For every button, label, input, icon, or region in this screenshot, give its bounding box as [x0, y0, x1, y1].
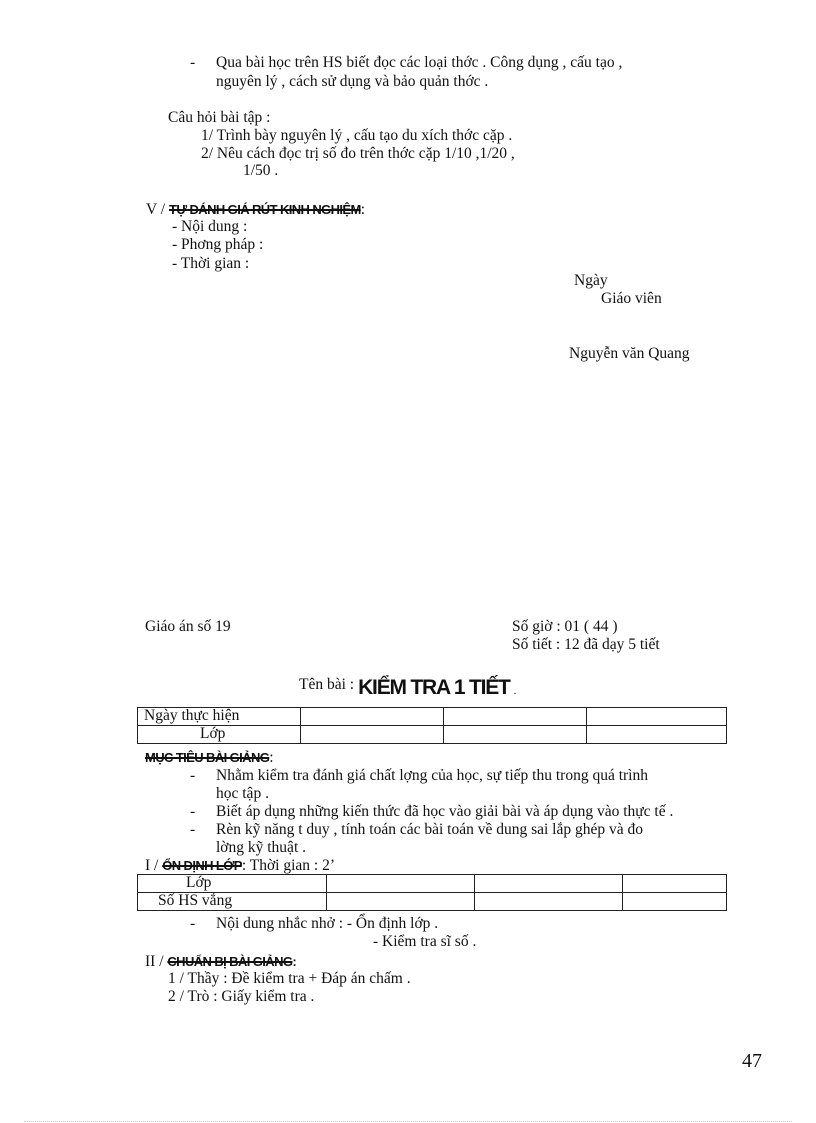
- bullet-dash: -: [190, 821, 196, 838]
- lesson-plan-number: Giáo án số 19: [145, 618, 231, 635]
- question-2-cont: 1/50 .: [243, 162, 279, 179]
- section-2-student: 2 / Trò : Giấy kiểm tra .: [168, 988, 315, 1005]
- lesson-title-line: [299, 676, 516, 700]
- objective-2: Biết áp dụng những kiến thức đã học vào giải bài và áp dụng vào thực tế .: [216, 803, 674, 820]
- lesson-title: KIỂM TRA 1 TIẾT: [358, 676, 510, 699]
- table-cell[interactable]: [587, 726, 727, 744]
- questions-title: Câu hỏi bài tập :: [168, 109, 271, 126]
- reminder-line-2: - Kiểm tra sĩ số .: [373, 933, 477, 950]
- table-cell[interactable]: [587, 708, 727, 726]
- page-bottom-divider: [24, 1121, 792, 1122]
- table-cell[interactable]: [475, 875, 623, 893]
- table-cell[interactable]: [327, 893, 475, 911]
- section-1-rest: : Thời gian : 2’: [241, 857, 335, 874]
- question-2: 2/ Nêu cách đọc trị số đo trên thớc cặp 1/10 ,1/20 ,: [201, 145, 515, 162]
- attendance-absent-label: Số HS vắng: [138, 893, 327, 911]
- section-5-item-1: - Nội dung :: [172, 218, 248, 235]
- section-1-prefix: I /: [145, 857, 159, 874]
- section-2-colon: :: [292, 954, 297, 969]
- section-2-prefix: II /: [145, 953, 164, 970]
- page-number: 47: [742, 1050, 762, 1072]
- objective-1: Nhằm kiểm tra đánh giá chất lợng của học, sự tiếp thu trong quá trình: [216, 767, 648, 784]
- signature-date: Ngày: [574, 272, 608, 289]
- bullet-dash: -: [190, 54, 196, 71]
- objectives-heading: [145, 749, 274, 767]
- attendance-class-label: Lớp: [138, 875, 327, 893]
- lesson-hours: Số giờ : 01 ( 44 ): [512, 618, 618, 635]
- attendance-table: [137, 874, 727, 911]
- intro-line-1: Qua bài học trên HS biết đọc các loại thớc . Công dụng , cấu tạo ,: [216, 54, 623, 71]
- section-5-title: TỰ ĐÁNH GIÁ RÚT KINH NGHIỆM: [168, 202, 361, 217]
- table-row: [138, 893, 727, 911]
- schedule-table: [137, 707, 727, 744]
- bullet-dash: -: [190, 767, 196, 784]
- reminder-line-1: Nội dung nhắc nhở : - Ổn định lớp .: [216, 915, 439, 932]
- section-5-heading: [146, 201, 365, 219]
- schedule-class-label: Lớp: [138, 726, 301, 744]
- section-2-title: CHUẨN BỊ BÀI GIẢNG: [167, 954, 293, 969]
- section-5-item-3: - Thời gian :: [172, 255, 250, 272]
- objective-1-cont: học tập .: [216, 785, 269, 802]
- lesson-title-label: Tên bài :: [299, 676, 355, 693]
- section-2-heading: [145, 953, 296, 971]
- signature-role: Giáo viên: [601, 290, 662, 307]
- objectives-title: MỤC TIÊU BÀI GIẢNG: [145, 750, 270, 765]
- table-cell[interactable]: [444, 726, 587, 744]
- section-2-teacher: 1 / Thầy : Đề kiểm tra + Đáp án chấm .: [168, 970, 411, 987]
- table-cell[interactable]: [301, 708, 444, 726]
- table-row: [138, 875, 727, 893]
- table-cell[interactable]: [444, 708, 587, 726]
- table-row: [138, 726, 727, 744]
- section-1-title: ỔN ĐỊNH LỚP: [162, 858, 242, 873]
- table-cell[interactable]: [623, 875, 727, 893]
- lesson-title-suffix: .: [513, 685, 517, 697]
- objectives-colon: :: [269, 749, 274, 766]
- section-5-item-2: - Phơng pháp :: [172, 236, 264, 253]
- table-cell[interactable]: [301, 726, 444, 744]
- table-cell[interactable]: [475, 893, 623, 911]
- question-1: 1/ Trình bày nguyên lý , cấu tạo du xích thớc cặp .: [201, 127, 513, 144]
- section-5-colon: :: [360, 201, 366, 218]
- table-row: [138, 708, 727, 726]
- section-5-prefix: V /: [146, 201, 166, 218]
- intro-line-2: nguyên lý , cách sử dụng và bảo quản thớc .: [216, 73, 489, 90]
- objective-3: Rèn kỹ năng t duy , tính toán các bài toán về dung sai lắp ghép và đo: [216, 821, 644, 838]
- lesson-periods: Số tiết : 12 đã dạy 5 tiết: [512, 636, 660, 653]
- bullet-dash: -: [190, 803, 196, 820]
- table-cell[interactable]: [623, 893, 727, 911]
- signature-name: Nguyễn văn Quang: [569, 345, 690, 362]
- section-1-heading: [145, 857, 335, 875]
- bullet-dash: -: [190, 915, 196, 932]
- table-cell[interactable]: [327, 875, 475, 893]
- objective-3-cont: lờng kỹ thuật .: [216, 839, 306, 856]
- schedule-date-label: Ngày thực hiện: [138, 708, 301, 726]
